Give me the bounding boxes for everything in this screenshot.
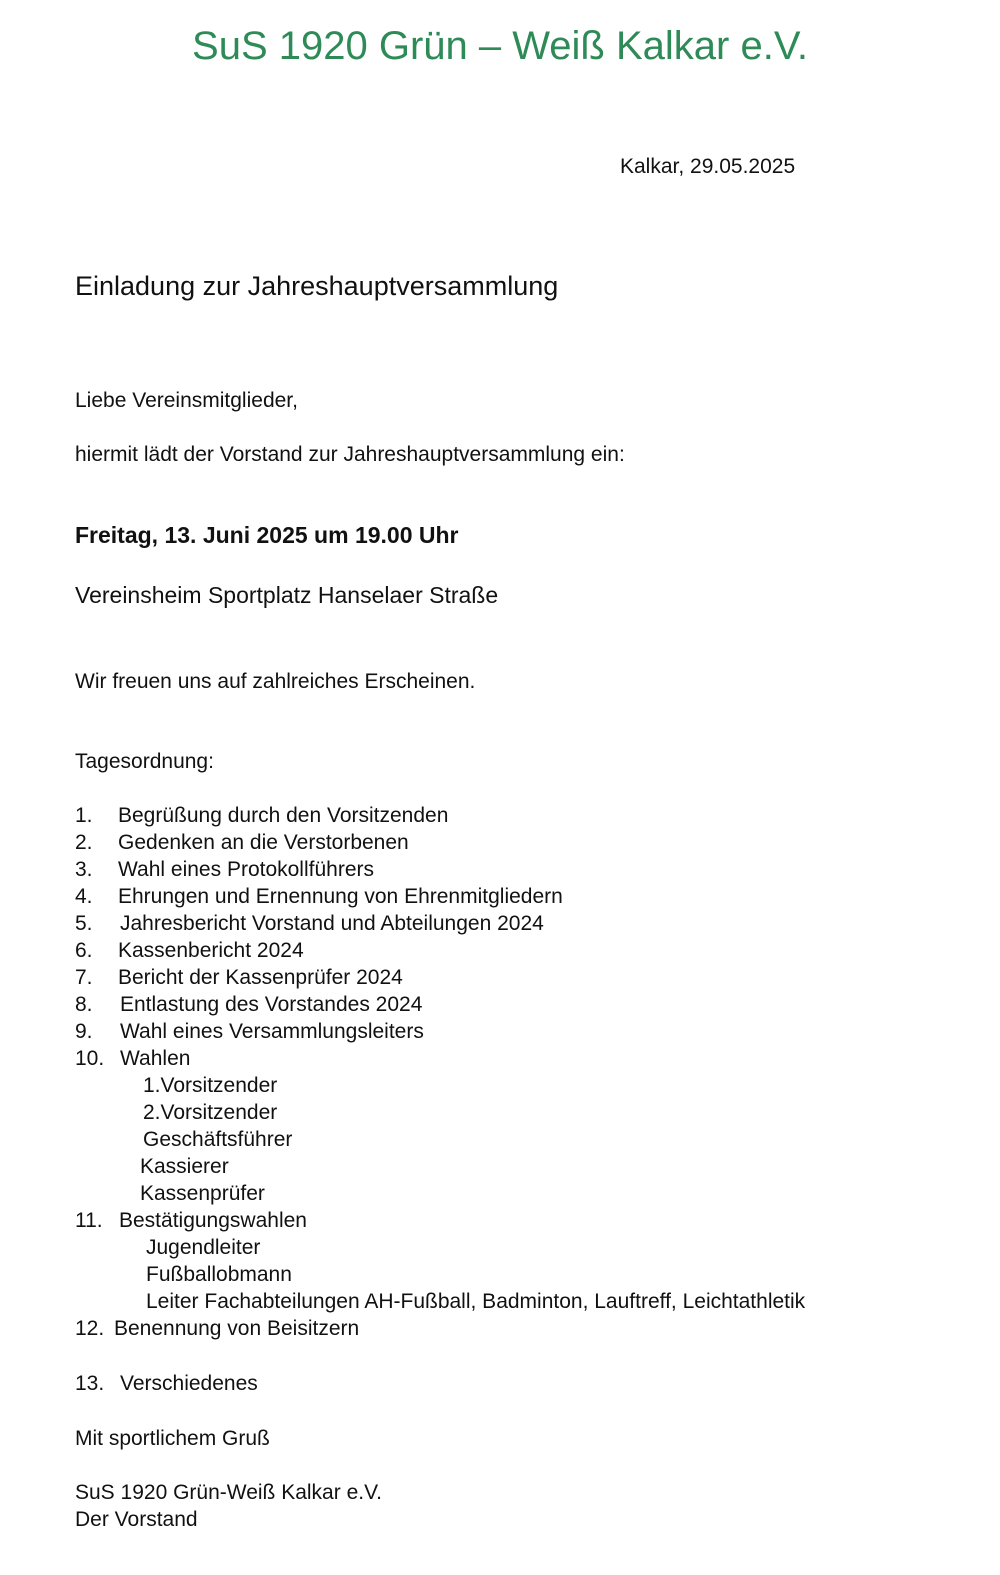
agenda-item-text: Entlastung des Vorstandes 2024	[120, 993, 423, 1016]
agenda-subitem	[0, 1236, 1000, 1262]
agenda-item-number: 10.	[75, 1047, 105, 1070]
agenda-item	[0, 939, 1000, 965]
agenda-item	[0, 831, 1000, 857]
agenda-item-number: 7.	[75, 966, 93, 989]
agenda-item-text: Wahlen	[120, 1047, 191, 1070]
agenda-subitem	[0, 1101, 1000, 1127]
agenda-item-text: Wahl eines Versammlungsleiters	[120, 1020, 424, 1043]
agenda-item-text: Bericht der Kassenprüfer 2024	[118, 966, 403, 989]
agenda-subitem-text: Kassierer	[140, 1155, 229, 1178]
agenda-subitem	[0, 1290, 1000, 1316]
agenda-item	[0, 885, 1000, 911]
agenda-item-number: 1.	[75, 804, 93, 827]
agenda-subitem	[0, 1128, 1000, 1154]
agenda-item	[0, 993, 1000, 1019]
agenda-item-text: Kassenbericht 2024	[118, 939, 304, 962]
agenda-item-text: Ehrungen und Ernennung von Ehrenmitgliedern	[118, 885, 563, 908]
event-venue: Vereinsheim Sportplatz Hanselaer Straße	[75, 582, 499, 608]
club-header-title: SuS 1920 Grün – Weiß Kalkar e.V.	[192, 24, 808, 68]
agenda-item-text: Benennung von Beisitzern	[114, 1317, 360, 1340]
signoff-board: Der Vorstand	[75, 1508, 198, 1531]
agenda-item-number: 9.	[75, 1020, 93, 1043]
agenda-item-text: Gedenken an die Verstorbenen	[118, 831, 409, 854]
agenda-item-number: 3.	[75, 858, 93, 881]
agenda-item-number: 4.	[75, 885, 93, 908]
agenda-item-number: 13.	[75, 1372, 105, 1395]
agenda-subitem-text: Geschäftsführer	[143, 1128, 293, 1151]
agenda-subitem	[0, 1155, 1000, 1181]
agenda-subitem-text: Jugendleiter	[146, 1236, 261, 1259]
agenda-subitem	[0, 1263, 1000, 1289]
agenda-item	[0, 1047, 1000, 1073]
agenda-item-text: Bestätigungswahlen	[119, 1209, 307, 1232]
agenda-subitem	[0, 1182, 1000, 1208]
agenda-item-text: Verschiedenes	[120, 1372, 258, 1395]
agenda-item-number: 2.	[75, 831, 93, 854]
agenda-item-number: 5.	[75, 912, 93, 935]
agenda-subitem-text: 2.Vorsitzender	[143, 1101, 278, 1124]
agenda-subitem-text: Leiter Fachabteilungen AH-Fußball, Badminton, Lauftreff, Leichtathletik	[146, 1290, 806, 1313]
agenda-item-number: 11.	[75, 1209, 103, 1232]
letter-subject: Einladung zur Jahreshauptversammlung	[75, 271, 559, 301]
signoff-org: SuS 1920 Grün-Weiß Kalkar e.V.	[75, 1481, 382, 1504]
agenda-item-number: 8.	[75, 993, 93, 1016]
letter-date: Kalkar, 29.05.2025	[620, 155, 796, 178]
agenda-item-number: 12.	[75, 1317, 105, 1340]
closing-line: Wir freuen uns auf zahlreiches Erscheinen.	[75, 670, 476, 693]
agenda-item	[0, 912, 1000, 938]
agenda-item-text: Begrüßung durch den Vorsitzenden	[118, 804, 449, 827]
agenda-item	[0, 804, 1000, 830]
agenda-subitem-text: Fußballobmann	[146, 1263, 292, 1286]
signoff-greeting: Mit sportlichem Gruß	[75, 1427, 270, 1450]
agenda-heading: Tagesordnung:	[75, 750, 214, 773]
agenda-item-text: Wahl eines Protokollführers	[118, 858, 374, 881]
agenda-subitem	[0, 1074, 1000, 1100]
greeting: Liebe Vereinsmitglieder,	[75, 389, 298, 412]
agenda-item	[0, 966, 1000, 992]
agenda-item	[0, 1317, 1000, 1343]
agenda-subitem-text: 1.Vorsitzender	[143, 1074, 278, 1097]
agenda-item	[0, 1020, 1000, 1046]
intro-text: hiermit lädt der Vorstand zur Jahreshauptversammlung ein:	[75, 443, 625, 466]
agenda-item	[0, 1209, 1000, 1235]
agenda-item	[0, 858, 1000, 884]
agenda-item	[0, 1372, 1000, 1398]
agenda-item-number: 6.	[75, 939, 93, 962]
event-datetime: Freitag, 13. Juni 2025 um 19.00 Uhr	[75, 522, 459, 548]
agenda-item-text: Jahresbericht Vorstand und Abteilungen 2024	[120, 912, 544, 935]
agenda-subitem-text: Kassenprüfer	[140, 1182, 265, 1205]
